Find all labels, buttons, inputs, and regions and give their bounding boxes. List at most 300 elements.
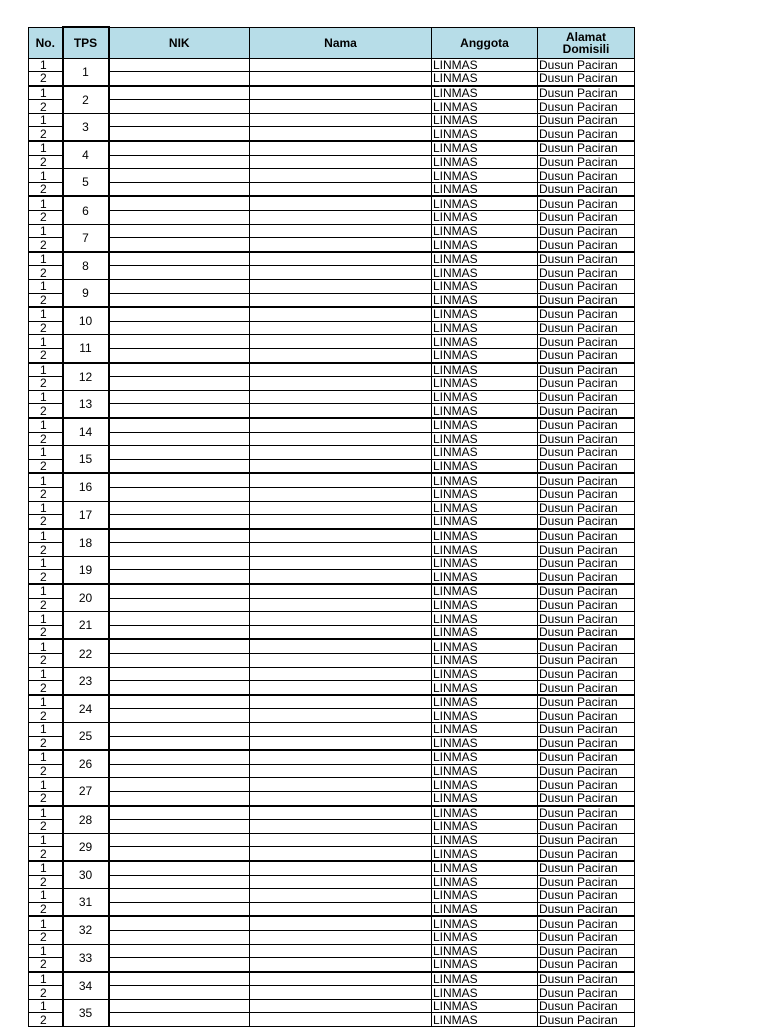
cell-nama: [250, 321, 432, 335]
cell-nama: [250, 584, 432, 598]
table-row: [29, 999, 635, 1013]
cell-tps: 10: [63, 307, 109, 335]
header-tps: TPS: [63, 27, 109, 58]
cell-nama: [250, 100, 432, 114]
cell-no: 2: [29, 377, 63, 391]
cell-anggota: LINMAS: [432, 252, 538, 266]
table-row: [29, 515, 635, 529]
cell-no: 2: [29, 321, 63, 335]
table-row: [29, 820, 635, 834]
cell-no: 2: [29, 432, 63, 446]
cell-alamat-domisili: Dusun Paciran: [538, 473, 635, 487]
cell-no: 2: [29, 654, 63, 668]
cell-nik: [109, 847, 250, 861]
cell-alamat-domisili: Dusun Paciran: [538, 930, 635, 944]
cell-no: 2: [29, 404, 63, 418]
cell-tps: 12: [63, 363, 109, 391]
linmas-member-table: [28, 26, 635, 1027]
table-row: [29, 833, 635, 847]
cell-nama: [250, 335, 432, 349]
table-row: [29, 211, 635, 225]
cell-no: 2: [29, 211, 63, 225]
cell-no: 1: [29, 833, 63, 847]
cell-anggota: LINMAS: [432, 169, 538, 183]
cell-alamat-domisili: Dusun Paciran: [538, 390, 635, 404]
table-row: [29, 598, 635, 612]
cell-no: 1: [29, 501, 63, 515]
cell-nama: [250, 681, 432, 695]
cell-alamat-domisili: Dusun Paciran: [538, 972, 635, 986]
cell-tps: 4: [63, 141, 109, 169]
cell-no: 1: [29, 58, 63, 72]
cell-no: 1: [29, 169, 63, 183]
cell-alamat-domisili: Dusun Paciran: [538, 639, 635, 653]
cell-nik: [109, 182, 250, 196]
cell-anggota: LINMAS: [432, 667, 538, 681]
cell-nik: [109, 778, 250, 792]
cell-nama: [250, 348, 432, 362]
cell-alamat-domisili: Dusun Paciran: [538, 141, 635, 155]
cell-nama: [250, 750, 432, 764]
cell-nama: [250, 778, 432, 792]
table-row: [29, 778, 635, 792]
cell-anggota: LINMAS: [432, 377, 538, 391]
table-row: [29, 196, 635, 210]
table-row: [29, 875, 635, 889]
cell-alamat-domisili: Dusun Paciran: [538, 764, 635, 778]
cell-nik: [109, 598, 250, 612]
table-row: [29, 543, 635, 557]
table-row: [29, 958, 635, 972]
cell-alamat-domisili: Dusun Paciran: [538, 598, 635, 612]
table-row: [29, 141, 635, 155]
cell-no: 2: [29, 1013, 63, 1027]
cell-alamat-domisili: Dusun Paciran: [538, 58, 635, 72]
table-row: [29, 348, 635, 362]
cell-no: 2: [29, 100, 63, 114]
cell-anggota: LINMAS: [432, 875, 538, 889]
cell-nik: [109, 612, 250, 626]
cell-anggota: LINMAS: [432, 501, 538, 515]
cell-anggota: LINMAS: [432, 72, 538, 86]
cell-nik: [109, 404, 250, 418]
cell-alamat-domisili: Dusun Paciran: [538, 944, 635, 958]
cell-anggota: LINMAS: [432, 847, 538, 861]
cell-tps: 23: [63, 667, 109, 695]
table-row: [29, 791, 635, 805]
cell-no: 2: [29, 958, 63, 972]
table-row: [29, 293, 635, 307]
table-row: [29, 861, 635, 875]
cell-no: 1: [29, 529, 63, 543]
header-nama: Nama: [250, 27, 432, 58]
cell-nama: [250, 280, 432, 294]
cell-anggota: LINMAS: [432, 736, 538, 750]
cell-alamat-domisili: Dusun Paciran: [538, 515, 635, 529]
cell-alamat-domisili: Dusun Paciran: [538, 432, 635, 446]
cell-alamat-domisili: Dusun Paciran: [538, 681, 635, 695]
cell-no: 2: [29, 515, 63, 529]
cell-anggota: LINMAS: [432, 944, 538, 958]
cell-alamat-domisili: Dusun Paciran: [538, 695, 635, 709]
cell-tps: 35: [63, 999, 109, 1026]
cell-nama: [250, 709, 432, 723]
cell-nik: [109, 418, 250, 432]
table-row: [29, 750, 635, 764]
cell-alamat-domisili: Dusun Paciran: [538, 916, 635, 930]
cell-nik: [109, 321, 250, 335]
cell-no: 1: [29, 944, 63, 958]
table-row: [29, 335, 635, 349]
cell-no: 2: [29, 266, 63, 280]
cell-alamat-domisili: Dusun Paciran: [538, 791, 635, 805]
cell-alamat-domisili: Dusun Paciran: [538, 570, 635, 584]
cell-nik: [109, 293, 250, 307]
cell-no: 2: [29, 625, 63, 639]
cell-nama: [250, 847, 432, 861]
cell-anggota: LINMAS: [432, 238, 538, 252]
cell-nik: [109, 654, 250, 668]
cell-tps: 21: [63, 612, 109, 640]
cell-nama: [250, 169, 432, 183]
cell-no: 1: [29, 335, 63, 349]
cell-nik: [109, 473, 250, 487]
cell-tps: 3: [63, 113, 109, 141]
cell-no: 2: [29, 487, 63, 501]
cell-tps: 6: [63, 196, 109, 224]
cell-anggota: LINMAS: [432, 459, 538, 473]
cell-nik: [109, 820, 250, 834]
cell-tps: 22: [63, 639, 109, 667]
cell-alamat-domisili: Dusun Paciran: [538, 958, 635, 972]
cell-no: 2: [29, 930, 63, 944]
cell-anggota: LINMAS: [432, 515, 538, 529]
cell-nik: [109, 833, 250, 847]
cell-alamat-domisili: Dusun Paciran: [538, 889, 635, 903]
cell-anggota: LINMAS: [432, 390, 538, 404]
cell-tps: 33: [63, 944, 109, 972]
cell-nik: [109, 155, 250, 169]
cell-anggota: LINMAS: [432, 446, 538, 460]
cell-no: 2: [29, 736, 63, 750]
cell-anggota: LINMAS: [432, 141, 538, 155]
cell-tps: 31: [63, 889, 109, 917]
cell-alamat-domisili: Dusun Paciran: [538, 266, 635, 280]
cell-anggota: LINMAS: [432, 432, 538, 446]
cell-no: 2: [29, 238, 63, 252]
cell-nik: [109, 515, 250, 529]
cell-nama: [250, 667, 432, 681]
cell-nama: [250, 861, 432, 875]
cell-nik: [109, 806, 250, 820]
cell-nama: [250, 764, 432, 778]
cell-no: 1: [29, 418, 63, 432]
header-nik: NIK: [109, 27, 250, 58]
cell-alamat-domisili: Dusun Paciran: [538, 335, 635, 349]
cell-anggota: LINMAS: [432, 182, 538, 196]
cell-no: 1: [29, 639, 63, 653]
table-row: [29, 723, 635, 737]
cell-alamat-domisili: Dusun Paciran: [538, 113, 635, 127]
cell-tps: 18: [63, 529, 109, 557]
cell-nama: [250, 833, 432, 847]
cell-anggota: LINMAS: [432, 86, 538, 100]
table-row: [29, 709, 635, 723]
cell-alamat-domisili: Dusun Paciran: [538, 556, 635, 570]
cell-nama: [250, 723, 432, 737]
cell-nama: [250, 363, 432, 377]
cell-anggota: LINMAS: [432, 723, 538, 737]
cell-no: 1: [29, 778, 63, 792]
cell-anggota: LINMAS: [432, 598, 538, 612]
cell-alamat-domisili: Dusun Paciran: [538, 487, 635, 501]
cell-nama: [250, 113, 432, 127]
cell-no: 1: [29, 806, 63, 820]
table-row: [29, 321, 635, 335]
cell-nama: [250, 293, 432, 307]
table-row: [29, 625, 635, 639]
cell-nik: [109, 252, 250, 266]
cell-nama: [250, 446, 432, 460]
cell-anggota: LINMAS: [432, 127, 538, 141]
cell-alamat-domisili: Dusun Paciran: [538, 625, 635, 639]
cell-alamat-domisili: Dusun Paciran: [538, 86, 635, 100]
table-row: [29, 916, 635, 930]
cell-tps: 5: [63, 169, 109, 197]
cell-nama: [250, 986, 432, 1000]
cell-anggota: LINMAS: [432, 861, 538, 875]
cell-alamat-domisili: Dusun Paciran: [538, 847, 635, 861]
cell-nik: [109, 709, 250, 723]
table-row: [29, 667, 635, 681]
cell-alamat-domisili: Dusun Paciran: [538, 169, 635, 183]
table-row: [29, 58, 635, 72]
cell-anggota: LINMAS: [432, 321, 538, 335]
cell-no: 1: [29, 667, 63, 681]
cell-nik: [109, 487, 250, 501]
cell-alamat-domisili: Dusun Paciran: [538, 196, 635, 210]
cell-tps: 29: [63, 833, 109, 861]
cell-no: 2: [29, 764, 63, 778]
cell-tps: 26: [63, 750, 109, 778]
cell-anggota: LINMAS: [432, 612, 538, 626]
table-row: [29, 736, 635, 750]
cell-anggota: LINMAS: [432, 889, 538, 903]
cell-nik: [109, 736, 250, 750]
cell-anggota: LINMAS: [432, 902, 538, 916]
cell-no: 2: [29, 155, 63, 169]
table-row: [29, 72, 635, 86]
cell-nama: [250, 252, 432, 266]
cell-nama: [250, 598, 432, 612]
cell-no: 1: [29, 141, 63, 155]
table-row: [29, 806, 635, 820]
cell-anggota: LINMAS: [432, 404, 538, 418]
table-row: [29, 473, 635, 487]
cell-nama: [250, 487, 432, 501]
cell-alamat-domisili: Dusun Paciran: [538, 654, 635, 668]
cell-nama: [250, 639, 432, 653]
table-row: [29, 113, 635, 127]
cell-no: 2: [29, 459, 63, 473]
header-anggota: Anggota: [432, 27, 538, 58]
header-alamat-line2: Domisili: [562, 41, 610, 56]
cell-anggota: LINMAS: [432, 695, 538, 709]
header-no: No.: [29, 27, 63, 58]
cell-no: 1: [29, 889, 63, 903]
table-row: [29, 986, 635, 1000]
cell-nik: [109, 390, 250, 404]
table-row: [29, 155, 635, 169]
cell-anggota: LINMAS: [432, 363, 538, 377]
cell-nik: [109, 723, 250, 737]
cell-anggota: LINMAS: [432, 930, 538, 944]
cell-alamat-domisili: Dusun Paciran: [538, 155, 635, 169]
cell-nama: [250, 999, 432, 1013]
table-row: [29, 182, 635, 196]
cell-nama: [250, 944, 432, 958]
cell-nama: [250, 625, 432, 639]
cell-nik: [109, 377, 250, 391]
cell-no: 1: [29, 999, 63, 1013]
table-row: [29, 432, 635, 446]
table-row: [29, 363, 635, 377]
cell-nama: [250, 695, 432, 709]
cell-nama: [250, 930, 432, 944]
cell-no: 2: [29, 709, 63, 723]
cell-anggota: LINMAS: [432, 972, 538, 986]
cell-nik: [109, 127, 250, 141]
cell-no: 1: [29, 363, 63, 377]
header-alamat-domisili: [538, 27, 635, 58]
cell-nik: [109, 58, 250, 72]
cell-no: 2: [29, 875, 63, 889]
table-row: [29, 1013, 635, 1027]
table-row: [29, 266, 635, 280]
cell-nik: [109, 999, 250, 1013]
cell-alamat-domisili: Dusun Paciran: [538, 377, 635, 391]
cell-anggota: LINMAS: [432, 1013, 538, 1027]
cell-alamat-domisili: Dusun Paciran: [538, 612, 635, 626]
table-body: [29, 58, 635, 1027]
cell-nama: [250, 432, 432, 446]
cell-nama: [250, 501, 432, 515]
cell-tps: 15: [63, 446, 109, 474]
cell-tps: 20: [63, 584, 109, 612]
table-row: [29, 459, 635, 473]
cell-nama: [250, 529, 432, 543]
cell-alamat-domisili: Dusun Paciran: [538, 820, 635, 834]
cell-anggota: LINMAS: [432, 280, 538, 294]
cell-anggota: LINMAS: [432, 556, 538, 570]
cell-no: 2: [29, 820, 63, 834]
cell-alamat-domisili: Dusun Paciran: [538, 999, 635, 1013]
table-row: [29, 847, 635, 861]
cell-nik: [109, 446, 250, 460]
cell-alamat-domisili: Dusun Paciran: [538, 529, 635, 543]
cell-alamat-domisili: Dusun Paciran: [538, 1013, 635, 1027]
cell-no: 1: [29, 972, 63, 986]
cell-nama: [250, 820, 432, 834]
table-row: [29, 695, 635, 709]
cell-nik: [109, 211, 250, 225]
table-row: [29, 169, 635, 183]
cell-no: 1: [29, 224, 63, 238]
cell-nama: [250, 902, 432, 916]
cell-no: 1: [29, 280, 63, 294]
cell-anggota: LINMAS: [432, 224, 538, 238]
cell-no: 1: [29, 861, 63, 875]
cell-alamat-domisili: Dusun Paciran: [538, 224, 635, 238]
cell-alamat-domisili: Dusun Paciran: [538, 238, 635, 252]
cell-nik: [109, 459, 250, 473]
cell-anggota: LINMAS: [432, 487, 538, 501]
cell-nama: [250, 155, 432, 169]
cell-anggota: LINMAS: [432, 543, 538, 557]
table-row: [29, 972, 635, 986]
cell-no: 2: [29, 598, 63, 612]
cell-nama: [250, 570, 432, 584]
cell-alamat-domisili: Dusun Paciran: [538, 709, 635, 723]
cell-anggota: LINMAS: [432, 709, 538, 723]
cell-nama: [250, 390, 432, 404]
cell-anggota: LINMAS: [432, 293, 538, 307]
cell-no: 1: [29, 473, 63, 487]
table-row: [29, 944, 635, 958]
cell-nama: [250, 224, 432, 238]
cell-nama: [250, 916, 432, 930]
cell-no: 1: [29, 612, 63, 626]
cell-nama: [250, 1013, 432, 1027]
cell-nik: [109, 432, 250, 446]
table-row: [29, 252, 635, 266]
cell-nama: [250, 958, 432, 972]
cell-alamat-domisili: Dusun Paciran: [538, 778, 635, 792]
cell-alamat-domisili: Dusun Paciran: [538, 321, 635, 335]
cell-nik: [109, 86, 250, 100]
cell-nik: [109, 196, 250, 210]
cell-alamat-domisili: Dusun Paciran: [538, 806, 635, 820]
cell-nama: [250, 211, 432, 225]
cell-alamat-domisili: Dusun Paciran: [538, 875, 635, 889]
cell-nama: [250, 654, 432, 668]
cell-nik: [109, 113, 250, 127]
cell-tps: 34: [63, 972, 109, 1000]
cell-nama: [250, 127, 432, 141]
cell-anggota: LINMAS: [432, 113, 538, 127]
cell-no: 2: [29, 847, 63, 861]
table-row: [29, 418, 635, 432]
cell-nik: [109, 986, 250, 1000]
cell-tps: 8: [63, 252, 109, 280]
table-row: [29, 501, 635, 515]
cell-anggota: LINMAS: [432, 418, 538, 432]
table-row: [29, 224, 635, 238]
cell-nik: [109, 266, 250, 280]
cell-anggota: LINMAS: [432, 570, 538, 584]
cell-nik: [109, 916, 250, 930]
cell-no: 1: [29, 695, 63, 709]
cell-no: 2: [29, 182, 63, 196]
cell-tps: 28: [63, 806, 109, 834]
cell-nama: [250, 736, 432, 750]
cell-nik: [109, 764, 250, 778]
cell-alamat-domisili: Dusun Paciran: [538, 833, 635, 847]
cell-anggota: LINMAS: [432, 986, 538, 1000]
cell-no: 1: [29, 750, 63, 764]
table-row: [29, 127, 635, 141]
cell-nik: [109, 141, 250, 155]
